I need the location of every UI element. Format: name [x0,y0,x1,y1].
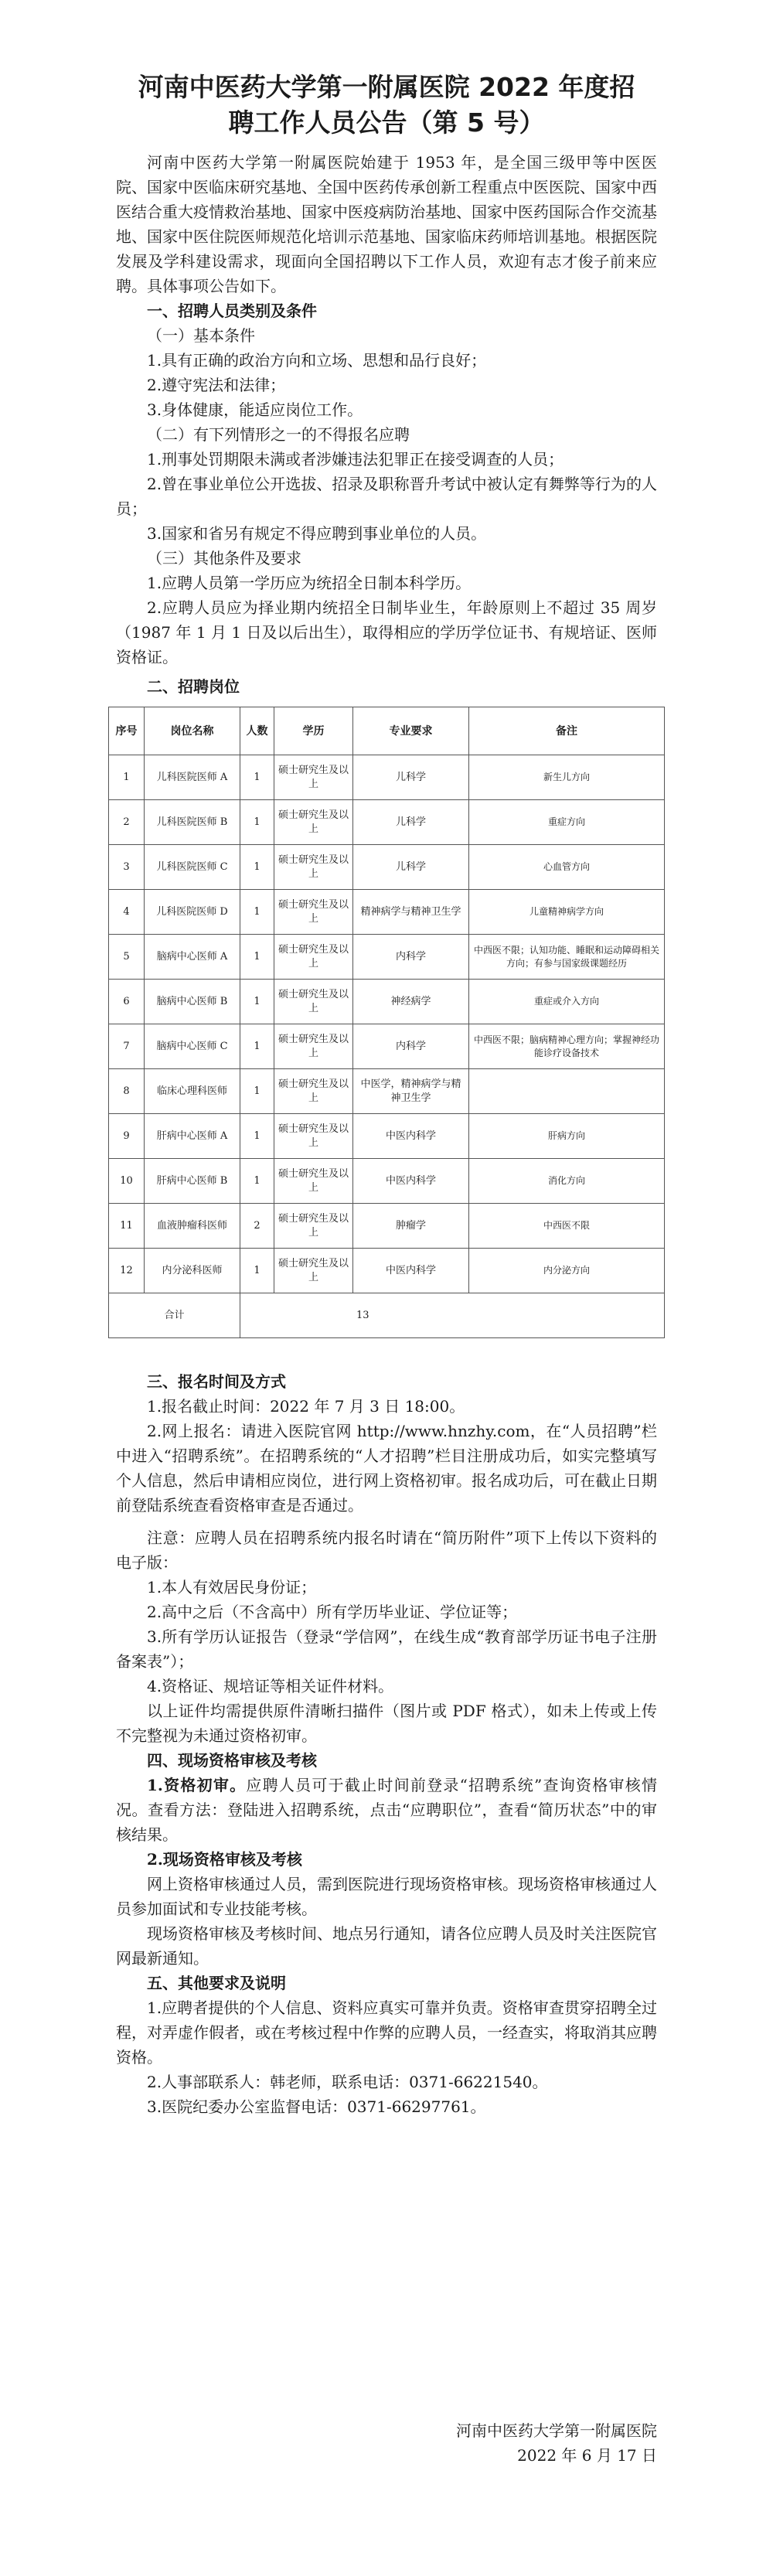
section-5-heading: 五、其他要求及说明 [147,1974,286,1992]
signature-block [456,2418,657,2468]
cell-education: 硕士研究生及以上 [274,1249,353,1293]
total-value: 13 [240,1293,665,1338]
cell-remarks: 新生儿方向 [469,755,665,800]
section-4-heading: 四、现场资格审核及考核 [147,1751,317,1770]
exclusion-item: 1.刑事处罚期限未满或者涉嫌违法犯罪正在接受调查的人员； [147,450,564,469]
preliminary-review-text: 应聘人员可于截止时间前登录“招聘系统”查询资格审核情况。查看方法：登陆进入招聘系统，点击“应聘职位”，查看“简历状态”中的审核结果。 [116,1776,657,1844]
table-row [109,845,665,890]
cell-position: 脑病中心医师 A [145,935,240,980]
positions-table [108,707,665,1338]
cell-remarks: 重症或介入方向 [469,980,665,1024]
preliminary-review-lead: 1.资格初审。 [147,1776,247,1794]
cell-education: 硕士研究生及以上 [274,1024,353,1069]
onsite-review-paragraph: 网上资格审核通过人员，需到医院进行现场资格审核。现场资格审核通过人员参加面试和专业技能考核。 [116,1875,657,1918]
cell-index: 6 [109,980,145,1024]
cell-index: 3 [109,845,145,890]
header-count: 人数 [240,707,274,755]
cell-education: 硕士研究生及以上 [274,1204,353,1249]
table-total-row [109,1293,665,1338]
announcement-title [116,70,657,141]
cell-remarks: 中西医不限 [469,1204,665,1249]
table-row [109,1204,665,1249]
cell-count: 1 [240,1249,274,1293]
section-1-heading: 一、招聘人员类别及条件 [147,302,317,320]
cell-index: 2 [109,800,145,845]
table-row [109,1114,665,1159]
attachment-requirement: 以上证件均需提供原件清晰扫描件（图片或 PDF 格式），如未上传或上传不完整视为未通过资格初审。 [116,1702,657,1745]
cell-count: 1 [240,935,274,980]
cell-education: 硕士研究生及以上 [274,1159,353,1204]
cell-position: 肝病中心医师 A [145,1114,240,1159]
cell-count: 1 [240,845,274,890]
cell-position: 临床心理科医师 [145,1069,240,1114]
condition-item: 2.遵守宪法和法律； [147,376,286,394]
cell-education: 硕士研究生及以上 [274,935,353,980]
cell-education: 硕士研究生及以上 [274,755,353,800]
cell-count: 1 [240,800,274,845]
supervision-paragraph: 3.医院纪委办公室监督电话：0371-66297761。 [147,2097,486,2116]
cell-major: 儿科学 [353,755,469,800]
cell-education: 硕士研究生及以上 [274,1069,353,1114]
table-row [109,935,665,980]
cell-count: 1 [240,1024,274,1069]
contact-paragraph: 2.人事部联系人：韩老师，联系电话：0371-66221540。 [147,2073,548,2091]
cell-major: 儿科学 [353,800,469,845]
cell-remarks: 儿童精神病学方向 [469,890,665,935]
preliminary-review-paragraph [116,1773,657,1847]
cell-count: 1 [240,1159,274,1204]
table-body [109,755,665,1293]
signature-org: 河南中医药大学第一附属医院 [456,2421,657,2440]
cell-major: 精神病学与精神卫生学 [353,890,469,935]
cell-remarks: 中西医不限；脑病精神心理方向；掌握神经功能诊疗设备技术 [469,1024,665,1069]
table-row [109,890,665,935]
cell-major: 神经病学 [353,980,469,1024]
exclusion-item: 2.曾在事业单位公开选拔、招录及职称晋升考试中被认定有舞弊等行为的人员； [116,475,657,518]
cell-index: 12 [109,1249,145,1293]
signature-date: 2022 年 6 月 17 日 [517,2446,657,2465]
cell-count: 1 [240,1069,274,1114]
cell-index: 11 [109,1204,145,1249]
cell-remarks: 消化方向 [469,1159,665,1204]
attachment-item: 4.资格证、规培证等相关证件材料。 [147,1677,394,1695]
cell-count: 2 [240,1204,274,1249]
onsite-review-heading: 2.现场资格审核及考核 [147,1850,302,1869]
cell-remarks: 心血管方向 [469,845,665,890]
cell-position: 儿科医院医师 A [145,755,240,800]
cell-count: 1 [240,755,274,800]
condition-item: 3.身体健康，能适应岗位工作。 [147,400,363,419]
cell-education: 硕士研究生及以上 [274,800,353,845]
cell-index: 5 [109,935,145,980]
table-row [109,980,665,1024]
cell-position: 血液肿瘤科医师 [145,1204,240,1249]
cell-education: 硕士研究生及以上 [274,980,353,1024]
intro-paragraph: 河南中医药大学第一附属医院始建于 1953 年，是全国三级甲等中医医院、国家中医临床研究基地、全国中医药传承创新工程重点中医医院、国家中西医结合重大疫情救治基地、国家中医疫病防治基地、国家中医药国际合作交流基地、国家中医住院医师规范化培训示范基地、国家临床药师培训基地。根据医院发展及学科建设需求，现面向全国招聘以下工作人员，欢迎有志才俊子前来应聘。具体事项公告如下。 [116,153,657,295]
cell-major: 中医内科学 [353,1249,469,1293]
table-header-row [109,707,665,755]
cell-index: 7 [109,1024,145,1069]
cell-major: 内科学 [353,935,469,980]
table-row [109,755,665,800]
cell-education: 硕士研究生及以上 [274,1114,353,1159]
cell-major: 内科学 [353,1024,469,1069]
table-row [109,1024,665,1069]
deadline-paragraph: 1.报名截止时间：2022 年 7 月 3 日 18:00。 [147,1397,465,1416]
cell-major: 中医内科学 [353,1114,469,1159]
requirement-item: 1.应聘人员第一学历应为统招全日制本科学历。 [147,574,472,592]
cell-education: 硕士研究生及以上 [274,890,353,935]
cell-major: 儿科学 [353,845,469,890]
cell-index: 9 [109,1114,145,1159]
cell-count: 1 [240,980,274,1024]
cell-position: 儿科医院医师 C [145,845,240,890]
subsection-other-requirements: （三）其他条件及要求 [147,549,301,567]
attachment-item: 2.高中之后（不含高中）所有学历毕业证、学位证等； [147,1603,518,1621]
attachment-item: 1.本人有效居民身份证； [147,1578,317,1596]
cell-count: 1 [240,890,274,935]
header-education: 学历 [274,707,353,755]
cell-major: 中医学，精神病学与精神卫生学 [353,1069,469,1114]
cell-remarks [469,1069,665,1114]
cell-index: 10 [109,1159,145,1204]
cell-position: 儿科医院医师 D [145,890,240,935]
requirement-item: 2.应聘人员应为择业期内统招全日制毕业生，年龄原则上不超过 35 周岁（1987 年 1 月 1 日及以后出生），取得相应的学历学位证书、有规培证、医师资格证。 [116,598,657,666]
title-line-1: 河南中医药大学第一附属医院 2022 年度招 [138,72,635,102]
cell-remarks: 内分泌方向 [469,1249,665,1293]
header-remarks: 备注 [469,707,665,755]
cell-index: 4 [109,890,145,935]
cell-position: 肝病中心医师 B [145,1159,240,1204]
table-row [109,800,665,845]
cell-index: 8 [109,1069,145,1114]
cell-count: 1 [240,1114,274,1159]
header-position: 岗位名称 [145,707,240,755]
section-2-heading: 二、招聘岗位 [147,677,240,696]
cell-index: 1 [109,755,145,800]
cell-major: 肿瘤学 [353,1204,469,1249]
subsection-exclusions: （二）有下列情形之一的不得报名应聘 [147,425,410,444]
table-row [109,1069,665,1114]
cell-position: 脑病中心医师 C [145,1024,240,1069]
section-3-heading: 三、报名时间及方式 [147,1372,286,1391]
header-major: 专业要求 [353,707,469,755]
cell-remarks: 肝病方向 [469,1114,665,1159]
cell-position: 内分泌科医师 [145,1249,240,1293]
total-label: 合计 [109,1293,240,1338]
subsection-basic-conditions: （一）基本条件 [147,326,255,345]
cell-position: 儿科医院医师 B [145,800,240,845]
online-registration-paragraph: 2.网上报名：请进入医院官网 http://www.hnzhy.com，在“人员招聘”栏中进入“招聘系统”。在招聘系统的“人才招聘”栏目注册成功后，如实完整填写个人信息，然后申请相应岗位，进行网上资格初审。报名成功后，可在截止日期前登陆系统查看资格审查是否通过。 [116,1422,657,1515]
condition-item: 1.具有正确的政治方向和立场、思想和品行良好； [147,351,487,370]
cell-education: 硕士研究生及以上 [274,845,353,890]
exclusion-item: 3.国家和省另有规定不得应聘到事业单位的人员。 [147,524,487,543]
table-row [109,1159,665,1204]
header-index: 序号 [109,707,145,755]
attachment-note: 注意：应聘人员在招聘系统内报名时请在“简历附件”项下上传以下资料的电子版： [116,1528,657,1572]
cell-remarks: 重症方向 [469,800,665,845]
table-row [109,1249,665,1293]
other-item: 1.应聘者提供的个人信息、资料应真实可靠并负责。资格审查贯穿招聘全过程，对弄虚作假者，或在考核过程中作弊的应聘人员，一经查实，将取消其应聘资格。 [116,1998,657,2067]
attachment-item: 3.所有学历认证报告（登录“学信网”，在线生成“教育部学历证书电子注册备案表”）； [116,1627,657,1671]
onsite-notice-paragraph: 现场资格审核及考核时间、地点另行通知，请各位应聘人员及时关注医院官网最新通知。 [116,1924,657,1968]
cell-remarks: 中西医不限；认知功能、睡眠和运动障碍相关方向；有参与国家级课题经历 [469,935,665,980]
cell-position: 脑病中心医师 B [145,980,240,1024]
title-line-2: 聘工作人员公告（第 5 号） [228,107,545,138]
cell-major: 中医内科学 [353,1159,469,1204]
